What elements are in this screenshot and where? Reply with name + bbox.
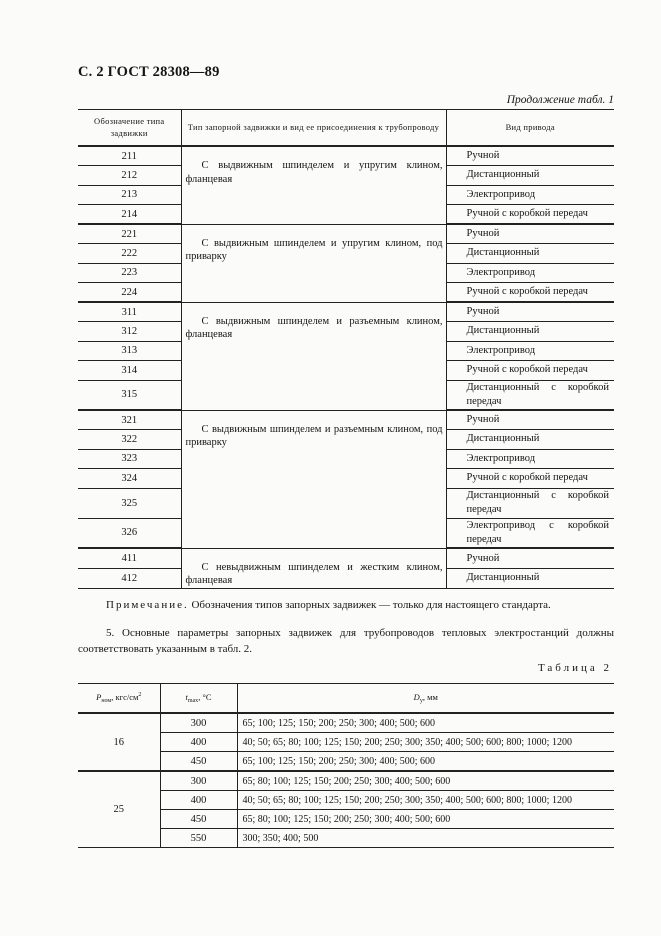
cell-type-code: 312: [78, 322, 181, 342]
valve-description-text: С выдвижным шпинделем и упругим клином, под приварку: [185, 237, 443, 263]
paragraph-5: 5. Основные параметры запорных задвижек для трубопроводов тепловых электростанций должны соответствовать указанным в табл. 2.: [78, 627, 614, 655]
cell-drive-type: Ручной: [446, 548, 614, 568]
cell-type-code: 313: [78, 341, 181, 361]
table-row: [78, 146, 614, 166]
cell-valve-description: [181, 302, 446, 410]
cell-type-code: 411: [78, 548, 181, 568]
cell-valve-description: [181, 224, 446, 302]
table-row: [78, 713, 614, 733]
cell-temperature: 400: [160, 791, 237, 810]
cell-type-code: 321: [78, 410, 181, 430]
valve-description-text: С выдвижным шпинделем и разъемным клином, под приварку: [185, 423, 443, 449]
cell-type-code: 323: [78, 449, 181, 469]
cell-drive-type: Ручной: [446, 146, 614, 166]
cell-diameters: 40; 50; 65; 80; 100; 125; 150; 200; 250; 300; 350; 400; 500; 600; 800; 1000; 1200: [237, 733, 614, 752]
cell-valve-description: [181, 410, 446, 548]
valve-description-text: С невыдвижным шпинделем и жестким клином, фланцевая: [185, 561, 443, 587]
valve-description-text: С выдвижным шпинделем и упругим клином, фланцевая: [185, 160, 443, 185]
cell-temperature: 300: [160, 713, 237, 733]
table-row: [78, 410, 614, 430]
cell-drive-type: Ручной с коробкой передач: [446, 283, 614, 303]
cell-drive-type: Дистанционный: [446, 430, 614, 450]
cell-drive-type: Ручной: [446, 302, 614, 322]
note-lead: Примечание.: [106, 599, 189, 611]
table-parameters: [78, 683, 614, 848]
cell-type-code: 314: [78, 361, 181, 381]
cell-temperature: 550: [160, 829, 237, 848]
cell-type-code: 221: [78, 224, 181, 244]
table-row: [78, 771, 614, 791]
cell-valve-description: [181, 146, 446, 224]
cell-diameters: 300; 350; 400; 500: [237, 829, 614, 848]
cell-type-code: 224: [78, 283, 181, 303]
cell-type-code: 325: [78, 488, 181, 518]
cell-drive-type: Ручной: [446, 224, 614, 244]
cell-drive-type: Электропривод с коробкой передач: [446, 518, 614, 548]
cell-diameters: 65; 100; 125; 150; 200; 250; 300; 400; 500; 600: [237, 713, 614, 733]
col-header-drive: Вид привода: [446, 110, 614, 147]
page-header: С. 2 ГОСТ 28308—89: [78, 64, 220, 80]
table-row: [78, 548, 614, 568]
cell-type-code: 322: [78, 430, 181, 450]
cell-type-code: 324: [78, 469, 181, 489]
cell-drive-type: Ручной с коробкой передач: [446, 205, 614, 225]
cell-diameters: 65; 80; 100; 125; 150; 200; 250; 300; 400; 500; 600: [237, 771, 614, 791]
cell-drive-type: Ручной: [446, 410, 614, 430]
cell-pressure: 16: [78, 713, 160, 771]
cell-drive-type: Ручной с коробкой передач: [446, 361, 614, 381]
cell-drive-type: Электропривод: [446, 449, 614, 469]
cell-type-code: 211: [78, 146, 181, 166]
cell-drive-type: Электропривод: [446, 263, 614, 283]
note-text: Обозначения типов запорных задвижек — только для настоящего стандарта.: [188, 599, 551, 611]
cell-temperature: 450: [160, 810, 237, 829]
cell-drive-type: Дистанционный с коробкой передач: [446, 380, 614, 410]
col-header-type: Тип запорной задвижки и вид ее присоединения к трубопроводу: [181, 110, 446, 147]
cell-type-code: 311: [78, 302, 181, 322]
cell-diameters: 65; 100; 125; 150; 200; 250; 300; 400; 500; 600: [237, 752, 614, 772]
cell-temperature: 400: [160, 733, 237, 752]
cell-valve-description: [181, 548, 446, 588]
col-header-temperature: $t_{max}$, °С: [160, 684, 237, 714]
cell-type-code: 212: [78, 166, 181, 186]
col-header-pressure: $P_{ном}$, кгс/$см^2$: [78, 684, 160, 714]
cell-type-code: 412: [78, 568, 181, 588]
cell-type-code: 223: [78, 263, 181, 283]
cell-drive-type: Дистанционный: [446, 166, 614, 186]
table-note: [106, 599, 551, 611]
table-row: [78, 224, 614, 244]
cell-diameters: 40; 50; 65; 80; 100; 125; 150; 200; 250; 300; 350; 400; 500; 600; 800; 1000; 1200: [237, 791, 614, 810]
cell-diameters: 65; 80; 100; 125; 150; 200; 250; 300; 400; 500; 600: [237, 810, 614, 829]
cell-temperature: 450: [160, 752, 237, 772]
cell-type-code: 315: [78, 380, 181, 410]
table-row: [78, 302, 614, 322]
cell-drive-type: Дистанционный с коробкой передач: [446, 488, 614, 518]
cell-drive-type: Дистанционный: [446, 244, 614, 264]
cell-drive-type: Дистанционный: [446, 568, 614, 588]
cell-type-code: 213: [78, 185, 181, 205]
cell-type-code: 326: [78, 518, 181, 548]
cell-drive-type: Электропривод: [446, 185, 614, 205]
col-header-diameter: $D_y$, мм: [237, 684, 614, 714]
cell-type-code: 222: [78, 244, 181, 264]
cell-drive-type: Электропривод: [446, 341, 614, 361]
cell-drive-type: Дистанционный: [446, 322, 614, 342]
cell-pressure: 25: [78, 771, 160, 848]
col-header-code: Обозначение типа задвижки: [78, 110, 181, 147]
cell-drive-type: Ручной с коробкой передач: [446, 469, 614, 489]
cell-temperature: 300: [160, 771, 237, 791]
cell-type-code: 214: [78, 205, 181, 225]
table-continuation-label: Продолжение табл. 1: [506, 94, 614, 106]
valve-description-text: С выдвижным шпинделем и разъемным клином, фланцевая: [185, 315, 443, 341]
table2-title: Таблица 2: [537, 662, 612, 674]
table-valve-types: [78, 109, 614, 589]
